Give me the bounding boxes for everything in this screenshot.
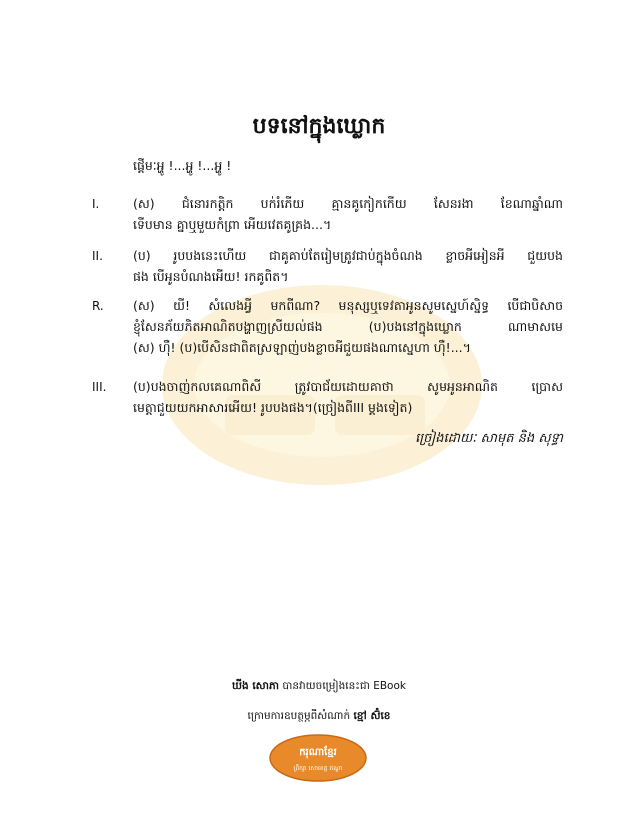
verse-line: ខ្ញុំសែនភ័យភិតអាណិតបង្ហាញស្រីយល់ផង (ប)បងនៅក្នុងឃ្លោក ណាមាសមេ bbox=[133, 319, 563, 334]
verse-label: R. bbox=[92, 299, 104, 313]
verse-label: II. bbox=[92, 249, 103, 263]
verse-line: ទើបមាន គ្នាឬមួយកំព្រា អើយវេតគូគ្រង...។ bbox=[133, 217, 332, 232]
logo-bottom-text: ព្រឹក្សា សោខេត្ត ឥណ្ឌា bbox=[293, 765, 343, 772]
song-title: បទនៅក្នុងឃ្លោក bbox=[252, 113, 386, 139]
typist-name: ឃីង សោភា bbox=[232, 680, 279, 692]
verse-line: (ប)បងចាញ់កលគេណាពិសី ត្រូវបាជ័យដោយគាថា សូមអូនអាណិត ប្រោស bbox=[133, 379, 563, 394]
publisher-logo bbox=[268, 733, 368, 783]
sponsor-credit bbox=[0, 710, 638, 725]
verse-line: (ស) យី! សំលេងអ្វី មកពីណា? មនុស្សឬទេវតាអូនសូមស្នេហ៍ស្និទ្ធ បើជាបិសាច bbox=[133, 298, 563, 313]
verse-label: I. bbox=[92, 197, 100, 211]
ebook-credit bbox=[0, 680, 638, 695]
verse-line: (ប) រូបបងនេះហើយ ជាគូគាប់តែរៀមត្រូវជាប់ក្នុងចំណង ខ្លាចអីអៀនអី ជួយបង bbox=[133, 248, 563, 263]
verse-line: ផង បើអូនបំណងអើយ! រកគូពិត។ bbox=[133, 269, 289, 284]
verse-label: III. bbox=[92, 380, 107, 394]
verse-line: (ស) ហ៊ឺ! (ប)បើសិនជាពិតស្រឡាញ់បងខ្លាចអីជួយផងណាស្នេហា ហ៊ឺ!...។ bbox=[133, 340, 471, 355]
ebook-credit-text: បានវាយចម្រៀងនេះជា EBook bbox=[282, 680, 406, 692]
logo-top-text: ករុណាខ្មែរ bbox=[299, 747, 337, 758]
singer-credit: ច្រៀងដោយៈ សាមុត និង សុទ្ធា bbox=[415, 431, 563, 446]
sponsor-name: ខ្មៅ ស៊ំខេ bbox=[353, 710, 391, 722]
sponsor-credit-text: ក្រោមការឧបត្ថម្ភពីសំណាក់ bbox=[247, 710, 351, 722]
intro-line: ផ្ដើមៈអ្ហូ !...អ្ហូ !...អ្ហូ ! bbox=[133, 158, 232, 173]
verse-line: មេត្តាជួយយកអាសារអើយ! រូបបងផង។(ច្រៀងពីIII ម្ដងទៀត) bbox=[133, 400, 413, 415]
verse-line: (ស) ជំនោរកត្តិក បក់រំភើយ គ្មានគូកៀកកើយ សែនរងា ខែណាឆ្នាំណា bbox=[133, 196, 563, 211]
